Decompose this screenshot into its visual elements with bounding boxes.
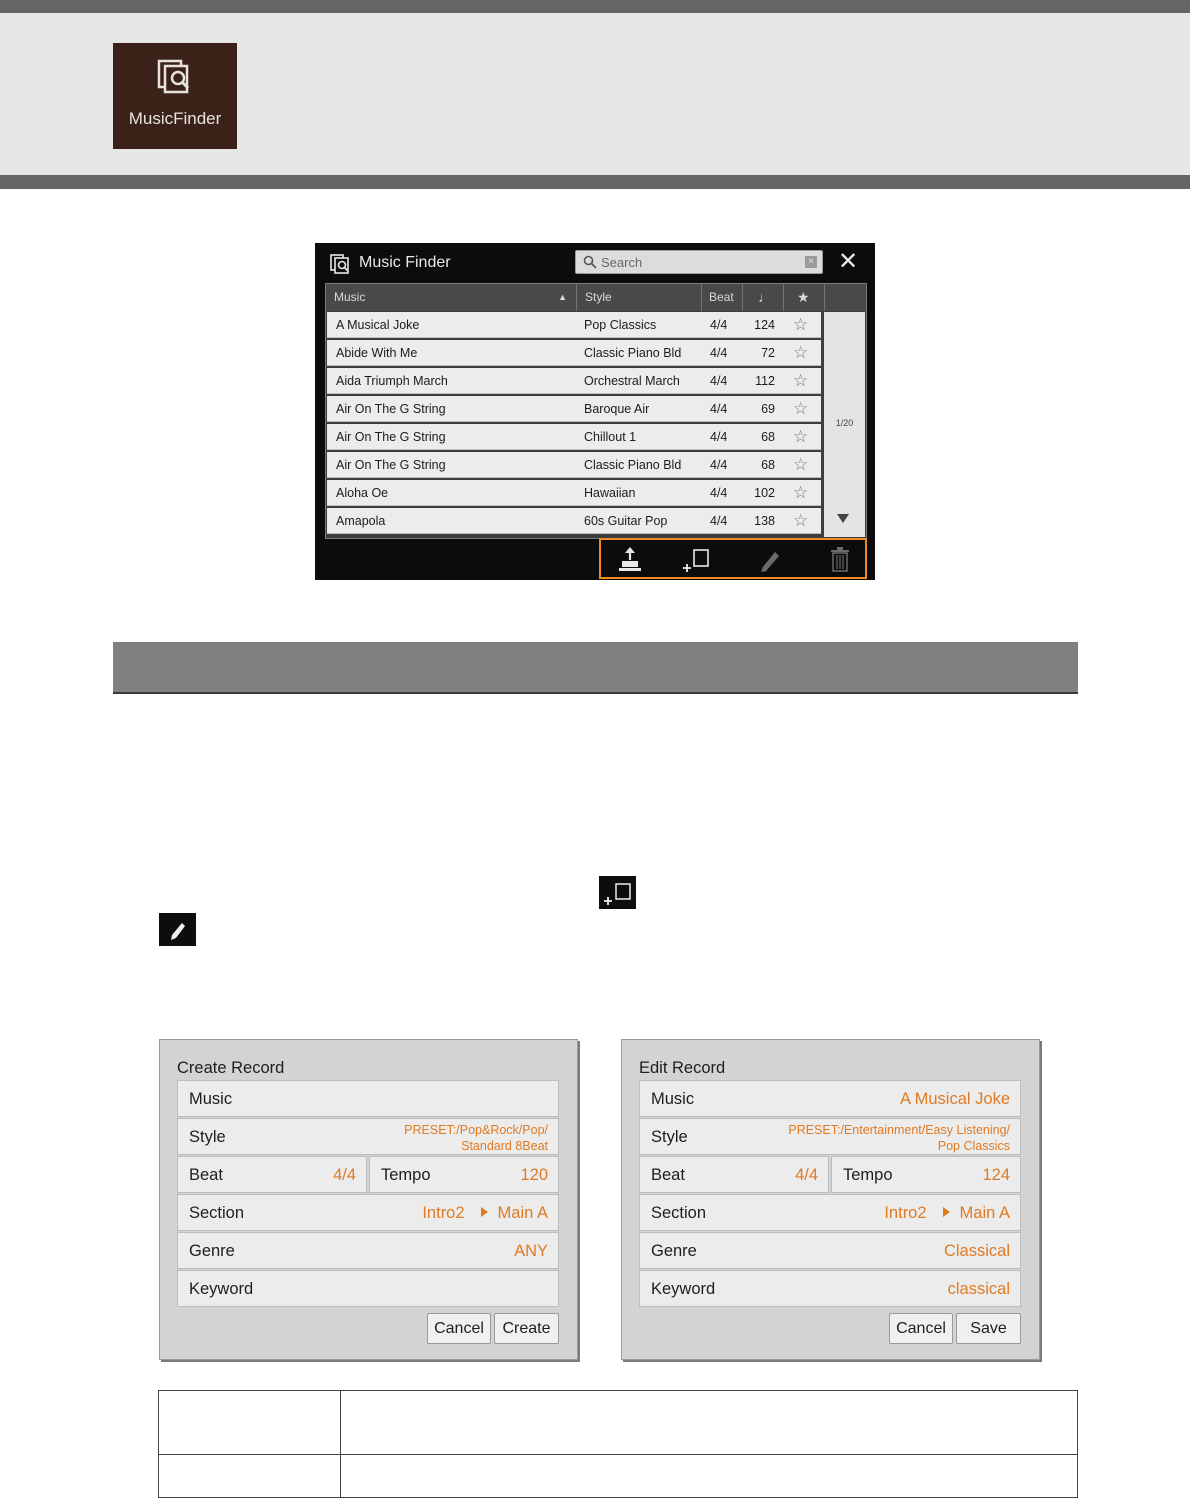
genre-field[interactable] [639,1232,1021,1269]
table-row[interactable] [327,480,821,506]
tempo-field-value: 124 [982,1166,1010,1184]
tempo-field-label: Tempo [843,1166,893,1184]
delete-record-icon[interactable] [825,544,855,574]
record-toolbar [599,538,867,579]
music-finder-title-icon [330,253,352,275]
row-beat: 4/4 [710,458,728,472]
section-heading-bar [113,642,1078,694]
tempo-field-value: 120 [520,1166,548,1184]
add-record-inline-icon [599,876,636,909]
tempo-field[interactable] [831,1156,1021,1193]
row-style: Classic Piano Bld [584,458,682,472]
favorite-star-icon[interactable]: ☆ [793,455,809,474]
column-header-beat[interactable]: Beat [702,284,743,311]
table-row [159,1391,1078,1455]
beat-field-value: 4/4 [333,1166,356,1184]
row-music: Air On The G String [336,458,446,472]
dialog-title: Edit Record [639,1059,726,1077]
parameter-table [158,1390,1078,1498]
genre-field-label: Genre [651,1242,697,1260]
row-beat: 4/4 [710,318,728,332]
section-field-label: Section [651,1204,707,1222]
style-field[interactable] [177,1118,559,1155]
genre-field-label: Genre [189,1242,235,1260]
keyword-field-label: Keyword [651,1280,716,1298]
row-beat: 4/4 [710,486,728,500]
row-tempo: 112 [755,374,775,388]
style-field-value [788,1122,1010,1154]
section-field-value [422,1195,548,1232]
section-field-label: Section [189,1204,245,1222]
style-field-value [404,1122,548,1154]
music-field[interactable] [639,1080,1021,1117]
favorite-star-icon[interactable]: ☆ [793,511,809,530]
row-music: Aida Triumph March [336,374,448,388]
search-box[interactable] [575,250,823,274]
column-header-tempo[interactable]: ♩ [743,284,784,311]
section-field-value [884,1195,1010,1232]
favorite-star-icon[interactable]: ☆ [793,399,809,418]
style-path-line2: Pop Classics [937,1139,1010,1153]
beat-field-label: Beat [651,1166,685,1184]
row-beat: 4/4 [710,374,728,388]
table-row[interactable] [327,508,821,534]
load-record-icon[interactable] [615,544,645,574]
table-row[interactable] [327,340,821,366]
row-tempo: 72 [761,346,775,360]
save-button[interactable]: Save [956,1313,1021,1344]
tempo-field-label: Tempo [381,1166,431,1184]
style-path-line2: Standard 8Beat [461,1139,548,1153]
close-icon[interactable]: ✕ [837,248,859,275]
table-row[interactable] [327,424,821,450]
table-cell [159,1391,341,1455]
row-music: Air On The G String [336,402,446,416]
keyword-field[interactable] [177,1270,559,1307]
favorite-star-icon[interactable]: ☆ [793,427,809,446]
screen-title: Music Finder [359,254,451,271]
keyword-field[interactable] [639,1270,1021,1307]
header-top-rule [0,0,1190,13]
edit-record-icon[interactable] [756,544,786,574]
row-music: A Musical Joke [336,318,420,332]
edit-record-inline-icon [159,913,196,946]
column-header-style[interactable]: Style [577,284,702,311]
section-from: Intro2 [884,1204,927,1222]
table-row[interactable] [327,396,821,422]
row-style: Orchestral March [584,374,680,388]
section-to: Main A [497,1204,548,1222]
row-music: Abide With Me [336,346,418,360]
music-finder-app-icon [113,43,237,149]
sort-ascending-icon: ▲ [558,292,567,302]
create-button[interactable]: Create [494,1313,559,1344]
style-path-line1: PRESET:/Pop&Rock/Pop/ [404,1123,548,1137]
style-field-label: Style [189,1128,226,1146]
header-bottom-rule [0,175,1190,189]
music-field-label: Music [189,1090,233,1108]
keyword-field-label: Keyword [189,1280,254,1298]
row-tempo: 68 [761,458,775,472]
record-list [325,283,867,539]
edit-record-dialog [621,1039,1040,1360]
row-style: Classic Piano Bld [584,346,682,360]
genre-field-value: Classical [943,1242,1010,1260]
row-tempo: 138 [754,514,775,528]
row-style: Chillout 1 [584,430,637,444]
music-finder-screen [315,243,875,580]
tempo-field[interactable] [369,1156,559,1193]
row-style: 60s Guitar Pop [584,514,668,528]
cancel-button[interactable]: Cancel [427,1313,491,1344]
scroll-down-icon[interactable] [837,514,849,523]
section-from: Intro2 [422,1204,465,1222]
style-field-label: Style [651,1128,688,1146]
row-beat: 4/4 [710,514,728,528]
list-header [326,284,866,311]
app-icon-label: MusicFinder [128,109,222,128]
table-row[interactable] [327,368,821,394]
beat-field-value: 4/4 [795,1166,818,1184]
list-scrollbar[interactable] [824,312,865,537]
genre-field[interactable] [177,1232,559,1269]
row-music: Aloha Oe [336,486,389,500]
column-header-music-label: Music [334,290,366,304]
music-field-label: Music [651,1090,695,1108]
style-path-line1: PRESET:/Entertainment/Easy Listening/ [788,1123,1010,1137]
row-beat: 4/4 [710,402,728,416]
row-tempo: 68 [761,430,775,444]
style-field[interactable] [639,1118,1021,1155]
create-record-dialog [159,1039,578,1360]
column-header-music[interactable] [326,284,577,311]
row-style: Pop Classics [584,318,657,332]
genre-field-value: ANY [514,1242,548,1260]
table-row[interactable] [327,312,821,338]
row-style: Baroque Air [584,402,650,416]
row-style: Hawaiian [584,486,636,500]
favorite-star-icon[interactable]: ☆ [793,343,809,362]
section-to: Main A [959,1204,1010,1222]
favorite-star-icon[interactable]: ☆ [793,371,809,390]
page-header [0,0,1190,189]
table-cell [341,1391,1078,1455]
keyword-field-value: classical [947,1280,1010,1298]
music-field-value: A Musical Joke [899,1090,1010,1108]
search-icon [583,255,597,269]
favorite-star-icon[interactable]: ☆ [793,315,809,334]
section-field[interactable] [639,1194,1021,1231]
music-field[interactable] [177,1080,559,1117]
add-record-icon[interactable] [681,544,711,574]
play-arrow-icon [943,1207,950,1217]
music-finder-icon [157,57,197,97]
section-field[interactable] [177,1194,559,1231]
row-tempo: 124 [754,318,775,332]
page-indicator: 1/20 [835,418,854,428]
row-tempo: 102 [754,486,775,500]
dialog-title: Create Record [177,1059,285,1077]
table-cell [159,1455,341,1498]
beat-field[interactable] [639,1156,829,1193]
search-input[interactable] [601,253,791,271]
row-music: Air On The G String [336,430,446,444]
table-row[interactable] [327,452,821,478]
row-beat: 4/4 [710,430,728,444]
beat-field-label: Beat [189,1166,223,1184]
beat-field[interactable] [177,1156,367,1193]
row-music: Amapola [336,514,386,528]
favorite-star-icon[interactable]: ☆ [793,483,809,502]
cancel-button[interactable]: Cancel [889,1313,953,1344]
table-row [159,1455,1078,1498]
row-tempo: 69 [761,402,775,416]
column-header-favorite[interactable]: ★ [784,284,825,311]
table-cell [341,1455,1078,1498]
play-arrow-icon [481,1207,488,1217]
clear-search-icon[interactable]: × [805,256,817,268]
row-beat: 4/4 [710,346,728,360]
